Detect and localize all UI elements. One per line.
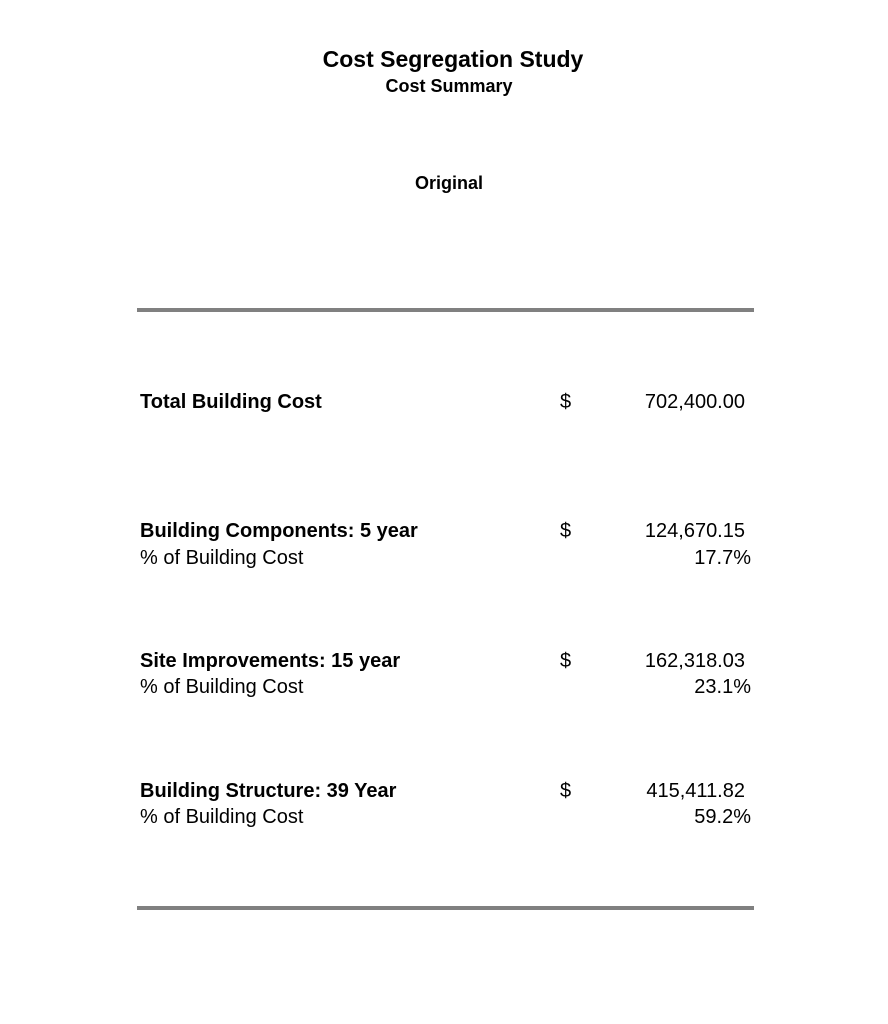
row-percent: 17.7%	[694, 547, 751, 569]
row-label: Building Components: 5 year	[140, 520, 418, 542]
column-heading: Original	[414, 173, 483, 193]
row-sub-label: % of Building Cost	[140, 547, 304, 569]
row-percent: 59.2%	[694, 806, 751, 828]
document-title: Cost Segregation Study	[322, 46, 584, 72]
total-currency: $	[560, 391, 572, 413]
row-amount: 415,411.82	[646, 780, 745, 802]
row-currency: $	[560, 650, 572, 672]
row-label: Building Structure: 39 Year	[140, 780, 397, 802]
bottom-divider	[137, 906, 754, 910]
top-divider	[137, 308, 754, 312]
total-amount: 702,400.00	[644, 391, 745, 413]
row-currency: $	[560, 520, 572, 542]
document-subtitle: Cost Summary	[385, 76, 513, 96]
total-label: Total Building Cost	[140, 391, 322, 413]
row-amount: 162,318.03	[644, 650, 745, 672]
row-percent: 23.1%	[694, 676, 751, 698]
row-amount: 124,670.15	[644, 520, 745, 542]
row-sub-label: % of Building Cost	[140, 806, 304, 828]
row-currency: $	[560, 780, 572, 802]
row-sub-label: % of Building Cost	[140, 676, 304, 698]
row-label: Site Improvements: 15 year	[140, 650, 401, 672]
